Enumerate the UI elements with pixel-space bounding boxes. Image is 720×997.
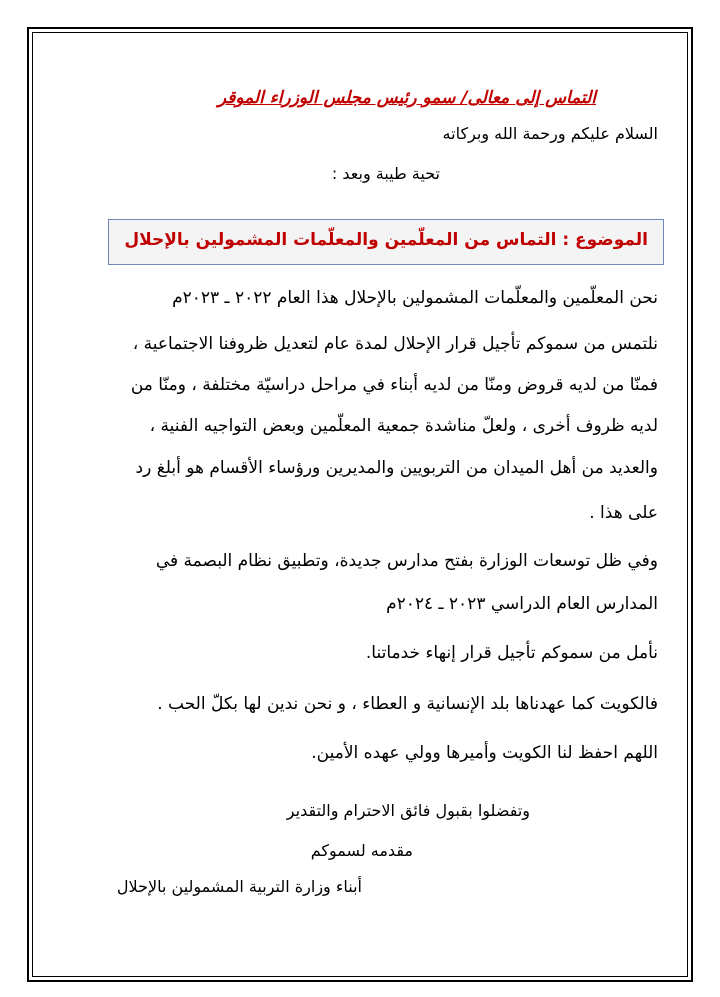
body-line: والعديد من أهل الميدان من التربويين والمديرين ورؤساء الأقسام هو أبلغ رد — [135, 458, 658, 478]
greeting-line: السلام عليكم ورحمة الله وبركاته — [442, 124, 658, 143]
body-line: وفي ظل توسعات الوزارة بفتح مدارس جديدة، وتطبيق نظام البصمة في — [155, 551, 658, 571]
body-line: نلتمس من سموكم تأجيل قرار الإحلال لمدة عام لتعديل ظروفنا الاجتماعية ، — [132, 334, 658, 354]
closing-signature: أبناء وزارة التربية المشمولين بالإحلال — [116, 877, 362, 896]
body-line: فمنّا من لديه قروض ومنّا من لديه أبناء في مراحل دراسيّة مختلفة ، ومنّا من — [130, 375, 658, 395]
body-line: نأمل من سموكم تأجيل قرار إنهاء خدماتنا. — [365, 643, 658, 663]
closing-submitted-to: مقدمه لسموكم — [310, 841, 413, 860]
body-line: اللهم احفظ لنا الكويت وأميرها وولي عهده الأمين. — [311, 743, 658, 763]
salutation-line: تحية طيبة وبعد : — [331, 164, 440, 183]
body-line: فالكويت كما عهدناها بلد الإنسانية و العطاء ، و نحن ندين لها بكلّ الحب . — [157, 694, 658, 714]
body-line: نحن المعلّمين والمعلّمات المشمولين بالإحلال هذا العام ٢٠٢٢ ـ ٢٠٢٣م — [172, 288, 658, 308]
letter-title: التماس إلى معالى/ سمو رئيس مجلس الوزراء الموقر — [217, 88, 596, 108]
closing-regards: وتفضلوا بقبول فائق الاحترام والتقدير — [286, 801, 530, 820]
body-line: على هذا . — [589, 503, 658, 523]
body-line: لديه ظروف أخرى ، ولعلّ مناشدة جمعية المعلّمين وبعض التواجيه الفنية ، — [149, 416, 658, 436]
body-line: المدارس العام الدراسي ٢٠٢٣ ـ ٢٠٢٤م — [386, 594, 658, 614]
subject-line: الموضوع : التماس من المعلّمين والمعلّمات المشمولين بالإحلال — [124, 230, 648, 250]
